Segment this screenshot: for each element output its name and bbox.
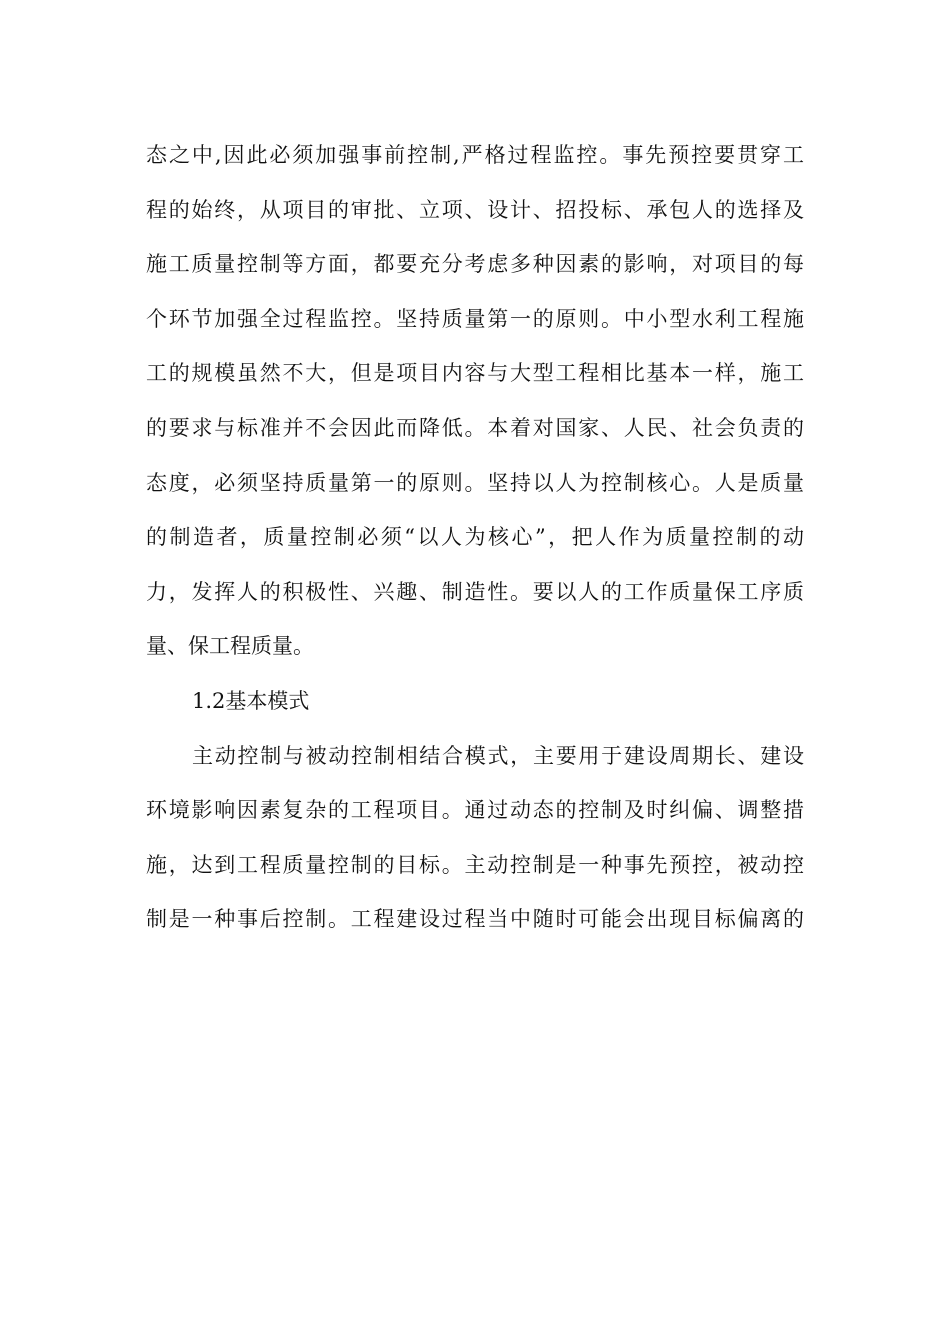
paragraph-line: 制是一种事后控制。工程建设过程当中随时可能会出现目标偏离的 xyxy=(146,907,804,932)
paragraph-line: 环境影响因素复杂的工程项目。通过动态的控制及时纠偏、调整措 xyxy=(146,798,804,823)
paragraph-line: 的要求与标准并不会因此而降低。本着对国家、人民、社会负责的 xyxy=(146,415,804,440)
paragraph-line: 力，发挥人的积极性、兴趣、制造性。要以人的工作质量保工序质 xyxy=(146,579,804,604)
document-body xyxy=(146,128,804,947)
paragraph-line: 工的规模虽然不大，但是项目内容与大型工程相比基本一样，施工 xyxy=(146,361,804,386)
paragraph-line: 施工质量控制等方面，都要充分考虑多种因素的影响，对项目的每 xyxy=(146,252,804,277)
paragraph-line: 态度，必须坚持质量第一的原则。坚持以人为控制核心。人是质量 xyxy=(146,470,804,495)
paragraph-line: 量、保工程质量。 xyxy=(146,634,314,659)
paragraph-line: 程的始终，从项目的审批、立项、设计、招投标、承包人的选择及 xyxy=(146,197,804,222)
paragraph-line: 的制造者，质量控制必须“以人为核心”，把人作为质量控制的动 xyxy=(146,525,804,550)
section-heading: 1.2基本模式 xyxy=(192,688,310,713)
paragraph-line: 态之中,因此必须加强事前控制,严格过程监控。事先预控要贯穿工 xyxy=(146,143,804,167)
paragraph-line: 主动控制与被动控制相结合模式，主要用于建设周期长、建设 xyxy=(192,743,804,768)
paragraph-line: 施，达到工程质量控制的目标。主动控制是一种事先预控，被动控 xyxy=(146,852,804,877)
paragraph-line: 个环节加强全过程监控。坚持质量第一的原则。中小型水利工程施 xyxy=(146,306,804,331)
